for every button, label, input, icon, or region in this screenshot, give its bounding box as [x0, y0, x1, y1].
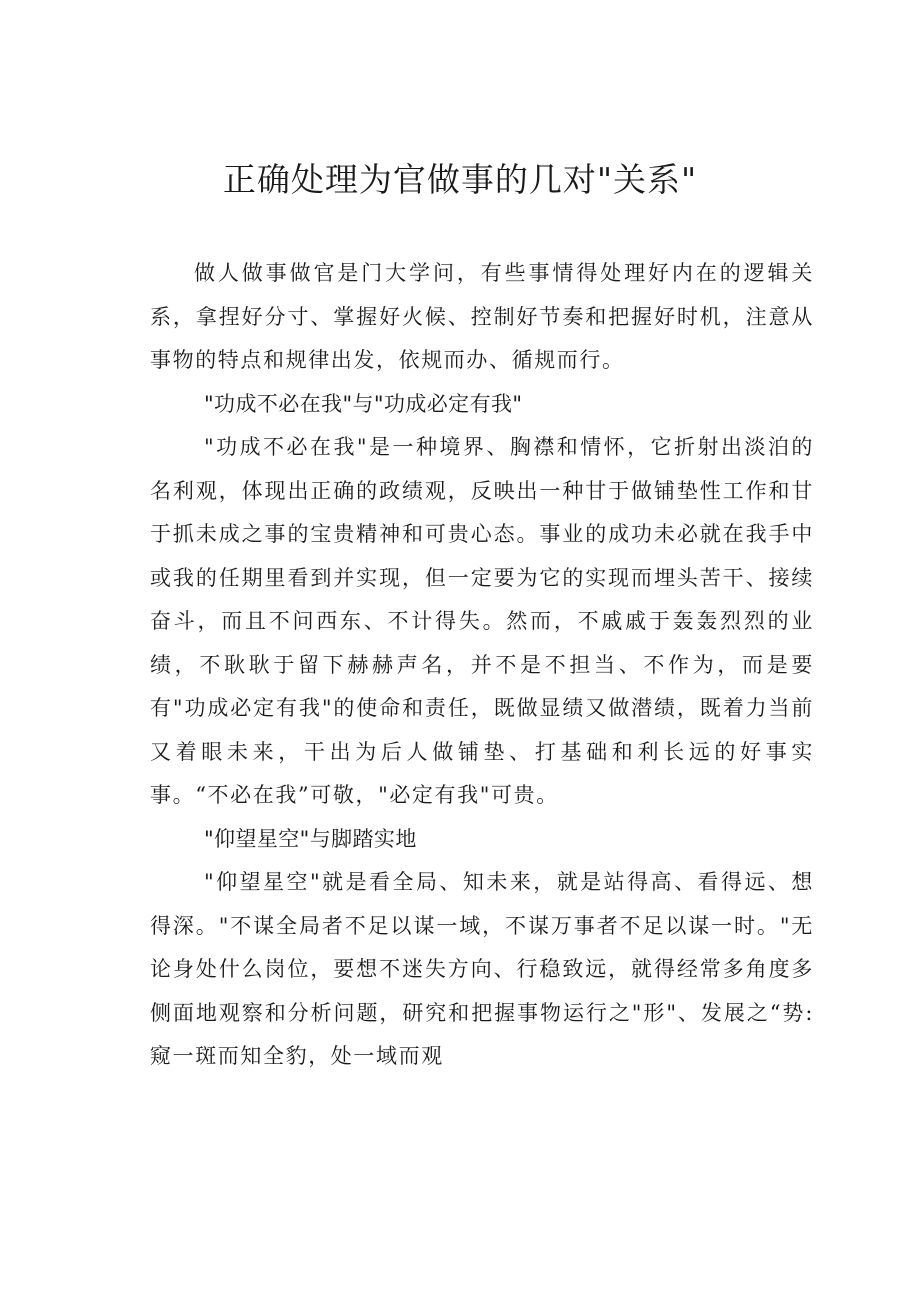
document-body — [150, 252, 814, 1079]
document-title: 正确处理为官做事的几对"关系" — [222, 160, 698, 199]
section-heading-1: "功成不必在我"与"功成必定有我" — [204, 391, 523, 416]
intro-paragraph: 做人做事做官是门大学问，有些事情得处理好内在的逻辑关系，拿捏好分寸、掌握好火候、控制好节奏和把握好时机，注意从事物的特点和规律出发，依规而办、循规而行。 — [150, 261, 814, 372]
section-body-2: "仰望星空"就是看全局、知未来，就是站得高、看得远、想得深。"不谋全局者不足以谋一域，不谋万事者不足以谋一时。"无论身处什么岗位，要想不迷失方向、行稳致远，就得经常多角度多侧面地观察和分析问题，研究和把握事物运行之"形"、发展之“势:窥一斑而知全豹，处一域而观 — [150, 870, 814, 1068]
section-body-1: "功成不必在我"是一种境界、胸襟和情怀，它折射出淡泊的名利观，体现出正确的政绩观，反映出一种甘于做铺垫性工作和甘于抓未成之事的宝贵精神和可贵心态。事业的成功未必就在我手中或我的任期里看到并实现，但一定要为它的实现而埋头苦干、接续奋斗，而且不问西东、不计得失。然而，不戚戚于轰轰烈烈的业绩，不耿耿于留下赫赫声名，并不是不担当、不作为，而是要有"功成必定有我"的使命和责任，既做显绩又做潜绩，既着力当前又着眼未来，干出为后人做铺垫、打基础和利长远的好事实事。“不必在我”可敬，"必定有我"可贵。 — [150, 435, 814, 807]
section-heading-2: "仰望星空"与脚踏实地 — [204, 826, 417, 851]
